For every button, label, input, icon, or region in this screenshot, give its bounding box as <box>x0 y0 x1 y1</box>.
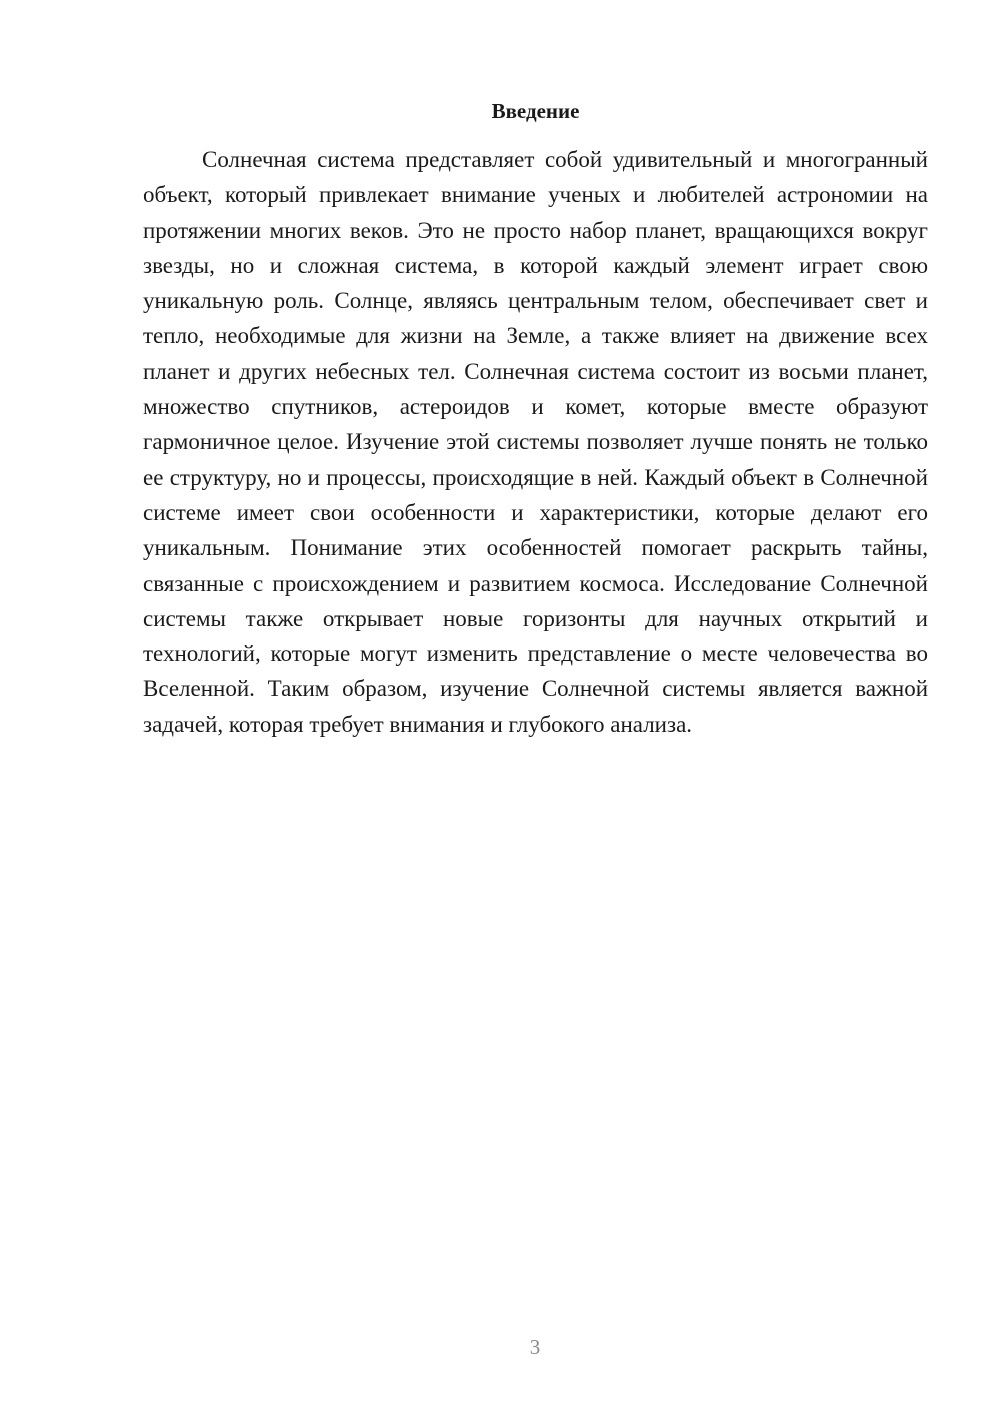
body-paragraph: Солнечная система представляет собой удивительный и многогранный объект, который привлекает внимание ученых и любителей астрономии на протяжении многих веков. Это не просто набор планет, вращающихся вокруг звезды, но и сложная система, в которой каждый элемент играет свою уникальную роль. Солнце, являясь центральным телом, обеспечивает свет и тепло, необходимые для жизни на Земле, а также влияет на движение всех планет и других небесных тел. Солнечная система состоит из восьми планет, множество спутников, астероидов и комет, которые вместе образуют гармоничное целое. Изучение этой системы позволяет лучше понять не только ее структуру, но и процессы, происходящие в ней. Каждый объект в Солнечной системе имеет свои особенности и характеристики, которые делают его уникальным. Понимание этих особенностей помогает раскрыть тайны, связанные с происхождением и развитием космоса. Исследование Солнечной системы также открывает новые горизонты для научных открытий и технологий, которые могут изменить представление о месте человечества во Вселенной. Таким образом, изучение Солнечной системы является важной задачей, которая требует внимания и глубокого анализа. <box>143 147 928 737</box>
page-number: 3 <box>529 1335 541 1359</box>
page-title: Введение <box>491 99 580 123</box>
